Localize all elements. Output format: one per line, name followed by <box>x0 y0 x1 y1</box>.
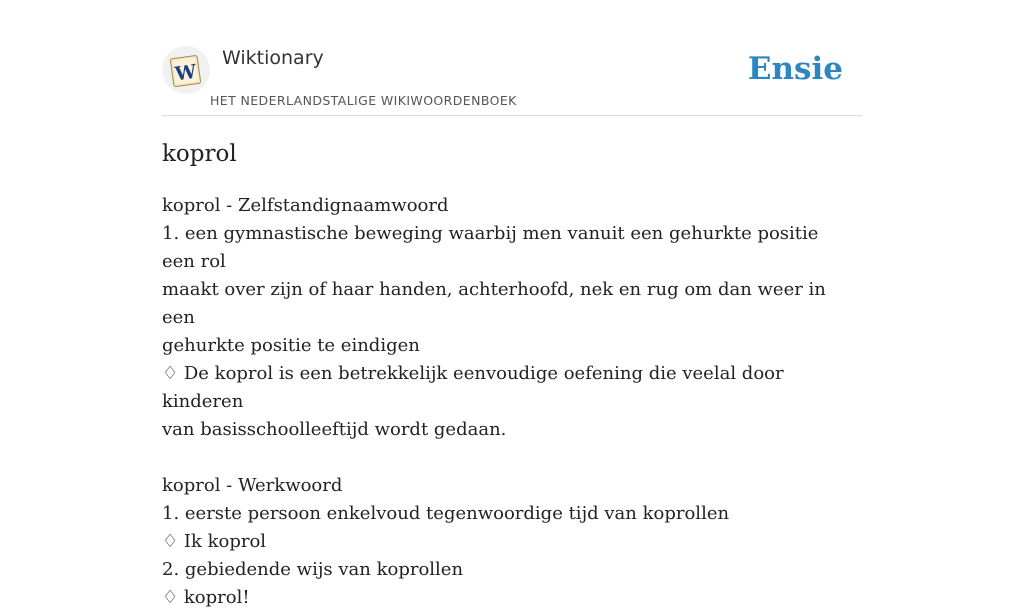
example-text: ♢ De koprol is een betrekkelijk eenvoudige oefening die veelal door kinderen <box>162 363 784 412</box>
header-divider <box>162 115 862 116</box>
definition-text: 1. een gymnastische beweging waarbij men vanuit een gehurkte positie een rol <box>162 223 819 272</box>
site-name[interactable]: Wiktionary <box>222 47 324 69</box>
brand-logo[interactable]: Ensie <box>747 51 843 87</box>
svg-text:W: W <box>173 60 198 86</box>
wiktionary-logo[interactable] <box>162 46 210 94</box>
definition-text: maakt over zijn of haar handen, achterhoofd, nek en rug om dan weer in een <box>162 279 826 328</box>
definition-text: 2. gebiedende wijs van koprollen <box>162 559 464 580</box>
example-text: van basisschoolleeftijd wordt gedaan. <box>162 419 507 440</box>
definition-text: 1. eerste persoon enkelvoud tegenwoordige tijd van koprollen <box>162 503 730 524</box>
entry-heading-noun: koprol - Zelfstandignaamwoord <box>162 195 449 216</box>
page-title: koprol <box>162 141 237 167</box>
definition-text: gehurkte positie te eindigen <box>162 335 420 356</box>
entry-spacer <box>162 444 852 472</box>
example-text: ♢ Ik koprol <box>162 531 267 552</box>
entry-content <box>162 192 852 612</box>
entry-heading-verb: koprol - Werkwoord <box>162 475 343 496</box>
site-subtitle: HET NEDERLANDSTALIGE WIKIWOORDENBOEK <box>210 93 517 108</box>
wiktionary-logo-icon <box>162 46 210 94</box>
example-text: ♢ koprol! <box>162 587 250 608</box>
